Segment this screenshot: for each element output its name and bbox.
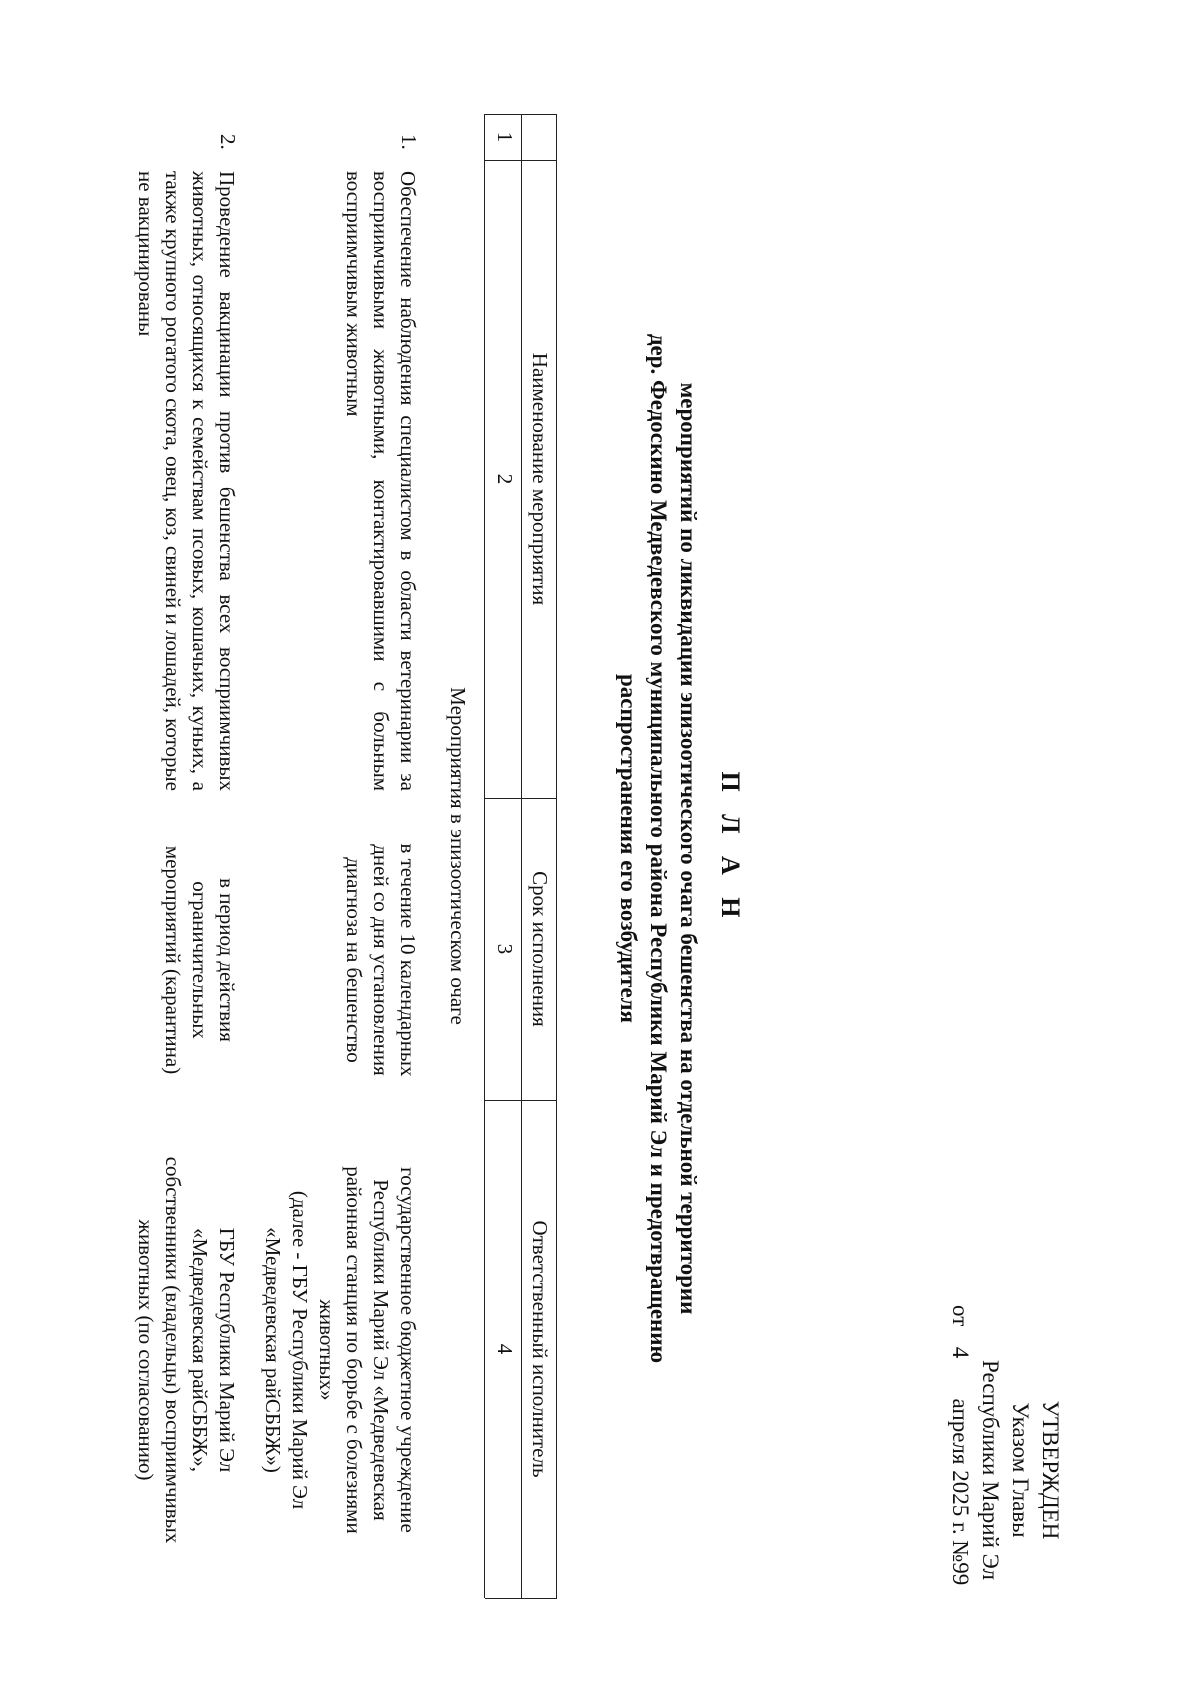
header-number-4: 4 xyxy=(493,1343,517,1355)
subtitle-line-1: мероприятий по ликвидации эпизоотического очага бешенства на отдельной территории xyxy=(676,382,701,1315)
row-number: 2. xyxy=(216,134,240,150)
responsible-line: ГБУ Республики Марий Эл xyxy=(215,1227,239,1473)
responsible-line: «Медведевская райСББЖ») xyxy=(261,1227,285,1473)
table-header-divider xyxy=(521,114,522,1598)
subtitle-line-3: распространения его возбудителя xyxy=(616,673,641,1024)
header-number-1: 1 xyxy=(493,131,517,143)
row-deadline: в период действия ограничительных мероприятий (карантина) xyxy=(161,845,239,1075)
approval-date-day: 4 xyxy=(948,1346,973,1359)
header-cell-term: Срок исполнения xyxy=(528,871,552,1027)
responsible-line: государственное бюджетное учреждение xyxy=(396,1167,420,1533)
responsible-line: районная станция по борьбе с болезнями xyxy=(342,1166,366,1534)
table-header-bottom-border xyxy=(484,114,485,1598)
subtitle-line-2: дер. Федоскино Медведевского муниципального района Республики Марий Эл и предотвращению xyxy=(646,333,671,1364)
table-col-border xyxy=(485,1598,557,1599)
row-responsible xyxy=(259,1110,421,1590)
responsible-line: Республики Марий Эл «Медведевская xyxy=(369,1179,393,1521)
row-activity-name: Обеспечение наблюдения специалистом в области ветеринарии за восприимчивыми животными, контактировавшими с больным восприимчивым животным xyxy=(342,171,420,791)
header-cell-responsible: Ответственный исполнитель xyxy=(528,1220,552,1478)
approval-decree: Указом Главы xyxy=(1008,1402,1033,1538)
approval-date-rest: апреля 2025 г. №99 xyxy=(948,1398,973,1586)
row-number: 1. xyxy=(397,134,421,150)
approval-heading: УТВЕРЖДЕН xyxy=(1038,1400,1063,1540)
approval-date-prefix: от xyxy=(948,1305,973,1327)
header-number-3: 3 xyxy=(493,943,517,955)
section-title: Мероприятия в эпизоотическом очаге xyxy=(446,687,470,1025)
header-cell-name: Наименование мероприятия xyxy=(528,352,552,606)
page-title: П Л А Н xyxy=(716,771,745,926)
approval-date xyxy=(945,1305,975,1635)
approval-stamp xyxy=(945,1305,1065,1635)
responsible-line: «Медведевская райСББЖ», xyxy=(188,1228,212,1472)
row-responsible xyxy=(132,1110,240,1590)
header-number-2: 2 xyxy=(493,473,517,485)
table-top-border xyxy=(556,114,557,1598)
responsible-line: собственники (владельцы) восприимчивых xyxy=(161,1156,185,1544)
responsible-line: (далее - ГБУ Республики Марий Эл xyxy=(288,1190,312,1510)
responsible-line: животных» xyxy=(315,1299,339,1401)
row-activity-name: Проведение вакцинации против бешенства всех восприимчивых животных, относящихся к семействам псовых, кошачьих, куньих, а также крупного рогатого скота, овец, коз, свиней и лошадей, которые не вакцинированы xyxy=(134,171,239,791)
row-deadline: в течение 10 календарных дней со дня установления диагноза на бешенство xyxy=(342,843,420,1077)
approval-republic: Республики Марий Эл xyxy=(978,1359,1003,1581)
responsible-line: животных (по согласованию) xyxy=(134,1219,158,1481)
plan-subtitle xyxy=(613,150,703,1547)
